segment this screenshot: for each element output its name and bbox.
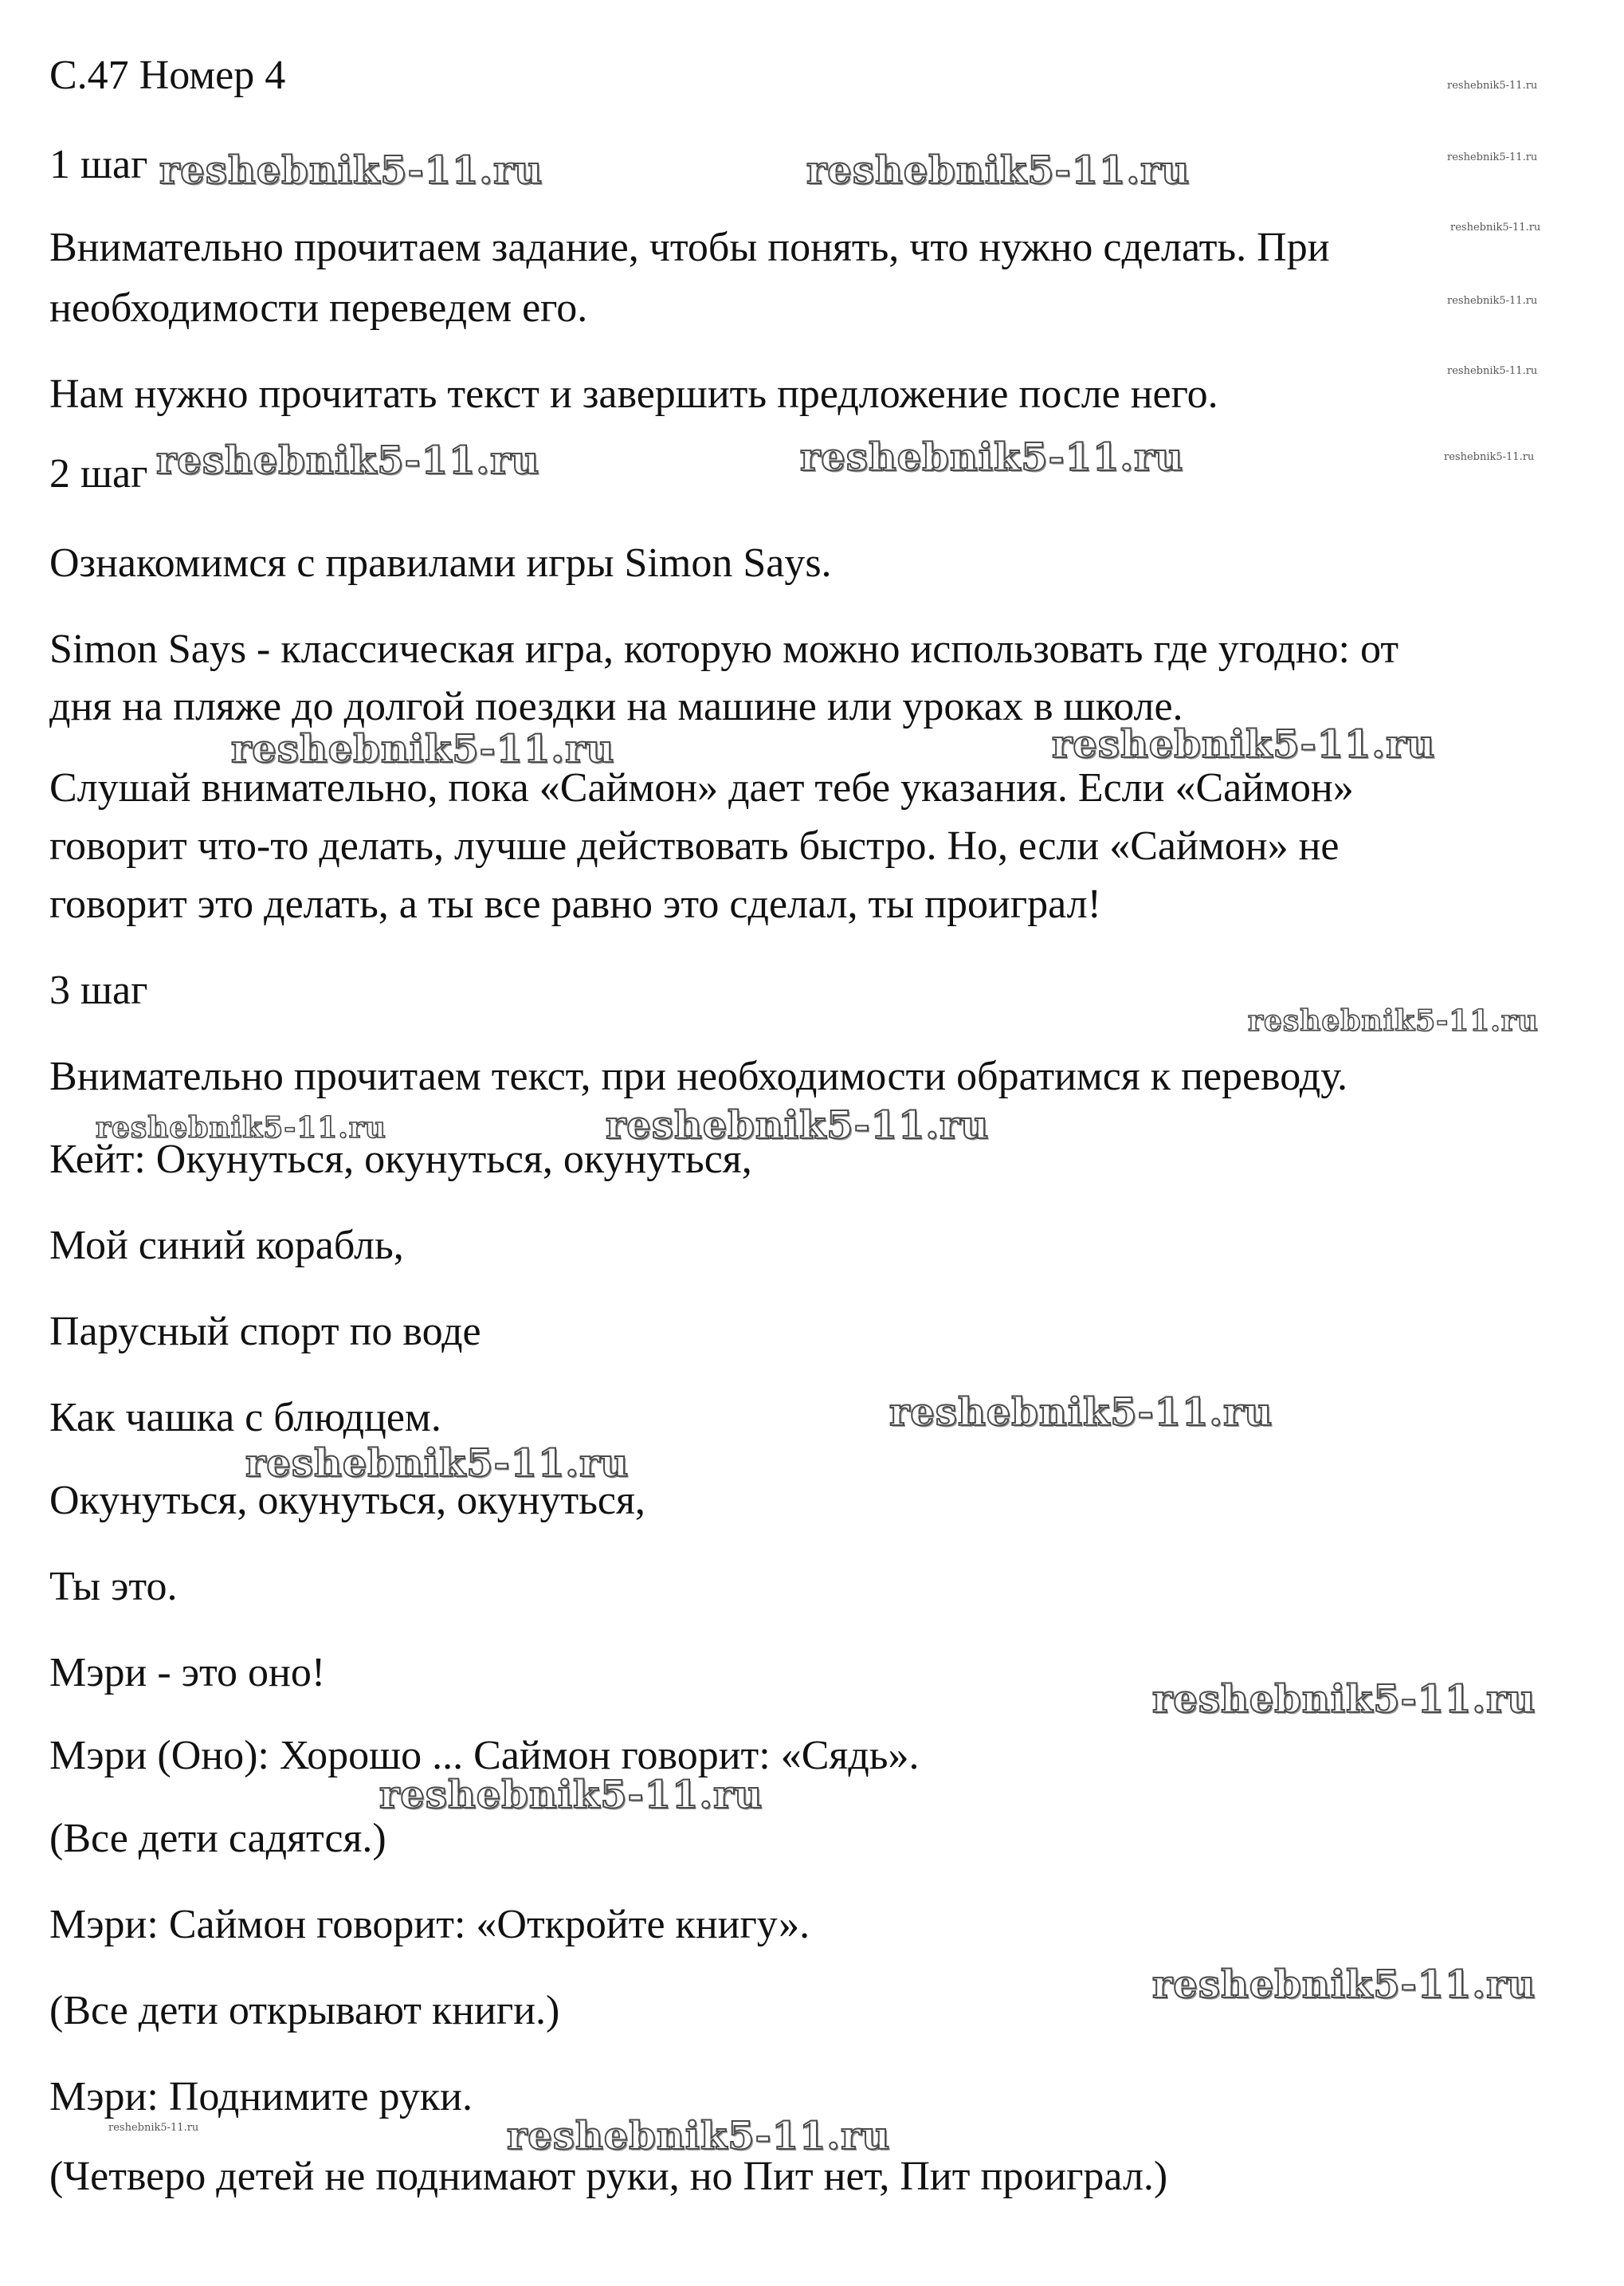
watermark: reshebnik5-11.ru (806, 148, 1191, 193)
watermark: reshebnik5-11.ru (1444, 451, 1535, 463)
dialogue-line: Окунуться, окунуться, окунуться, (49, 1478, 645, 1523)
watermark: reshebnik5-11.ru (379, 1773, 763, 1817)
dialogue-line: (Все дети садятся.) (49, 1816, 386, 1861)
watermark: reshebnik5-11.ru (889, 1390, 1273, 1435)
watermark: reshebnik5-11.ru (231, 727, 615, 772)
page-heading: С.47 Номер 4 (49, 53, 286, 98)
paragraph-line: Нам нужно прочитать текст и завершить предложение после него. (49, 371, 1218, 417)
watermark: reshebnik5-11.ru (800, 435, 1184, 480)
watermark: reshebnik5-11.ru (1248, 1004, 1539, 1038)
dialogue-line: Кейт: Окунуться, окунуться, окунуться, (49, 1137, 752, 1182)
watermark: reshebnik5-11.ru (606, 1103, 990, 1148)
watermark: reshebnik5-11.ru (1152, 1962, 1536, 2007)
dialogue-line: (Четверо детей не поднимают руки, но Пит нет, Пит проиграл.) (49, 2154, 1168, 2199)
paragraph-line: Внимательно прочитаем задание, чтобы понять, что нужно сделать. При (49, 225, 1330, 270)
dialogue-line: Ты это. (49, 1564, 178, 1609)
dialogue-line: Мэри - это оно! (49, 1650, 326, 1695)
dialogue-line: Мэри: Саймон говорит: «Откройте книгу». (49, 1902, 810, 1947)
paragraph-line: говорит что-то делать, лучше действовать быстро. Но, если «Саймон» не (49, 823, 1340, 869)
watermark: reshebnik5-11.ru (96, 1111, 386, 1145)
paragraph-line: Simon Says - классическая игра, которую можно использовать где угодно: от (49, 626, 1399, 672)
watermark: reshebnik5-11.ru (1447, 80, 1538, 92)
step-2-heading: 2 шаг (49, 451, 148, 497)
dialogue-line: (Все дети открывают книги.) (49, 1988, 560, 2033)
paragraph-line: необходимости переведем его. (49, 285, 588, 331)
watermark: reshebnik5-11.ru (108, 2122, 199, 2134)
paragraph-line: дня на пляже до долгой поездки на машине или уроках в школе. (49, 684, 1183, 729)
watermark: reshebnik5-11.ru (156, 438, 540, 483)
watermark: reshebnik5-11.ru (245, 1441, 630, 1486)
step-3-heading: 3 шаг (49, 968, 148, 1013)
watermark: reshebnik5-11.ru (1447, 151, 1538, 163)
dialogue-line: Мэри (Оно): Хорошо ... Саймон говорит: «Сядь». (49, 1733, 920, 1778)
dialogue-line: Мэри: Поднимите руки. (49, 2074, 473, 2119)
watermark: reshebnik5-11.ru (1052, 722, 1436, 767)
watermark: reshebnik5-11.ru (1450, 222, 1541, 234)
dialogue-line: Как чашка с блюдцем. (49, 1395, 441, 1440)
dialogue-line: Парусный спорт по воде (49, 1309, 481, 1354)
watermark: reshebnik5-11.ru (1447, 295, 1538, 307)
paragraph-line: Внимательно прочитаем текст, при необходимости обратимся к переводу. (49, 1054, 1348, 1099)
paragraph-line: говорит это делать, а ты все равно это сделал, ты проиграл! (49, 882, 1101, 927)
watermark: reshebnik5-11.ru (1447, 365, 1538, 377)
dialogue-line: Мой синий корабль, (49, 1223, 404, 1268)
paragraph-line: Слушай внимательно, пока «Саймон» дает тебе указания. Если «Саймон» (49, 765, 1354, 811)
watermark: reshebnik5-11.ru (1152, 1677, 1536, 1722)
paragraph-line: Ознакомимся с правилами игры Simon Says. (49, 540, 832, 586)
step-1-heading: 1 шаг (49, 142, 148, 187)
watermark: reshebnik5-11.ru (507, 2114, 891, 2158)
watermark: reshebnik5-11.ru (159, 148, 543, 193)
